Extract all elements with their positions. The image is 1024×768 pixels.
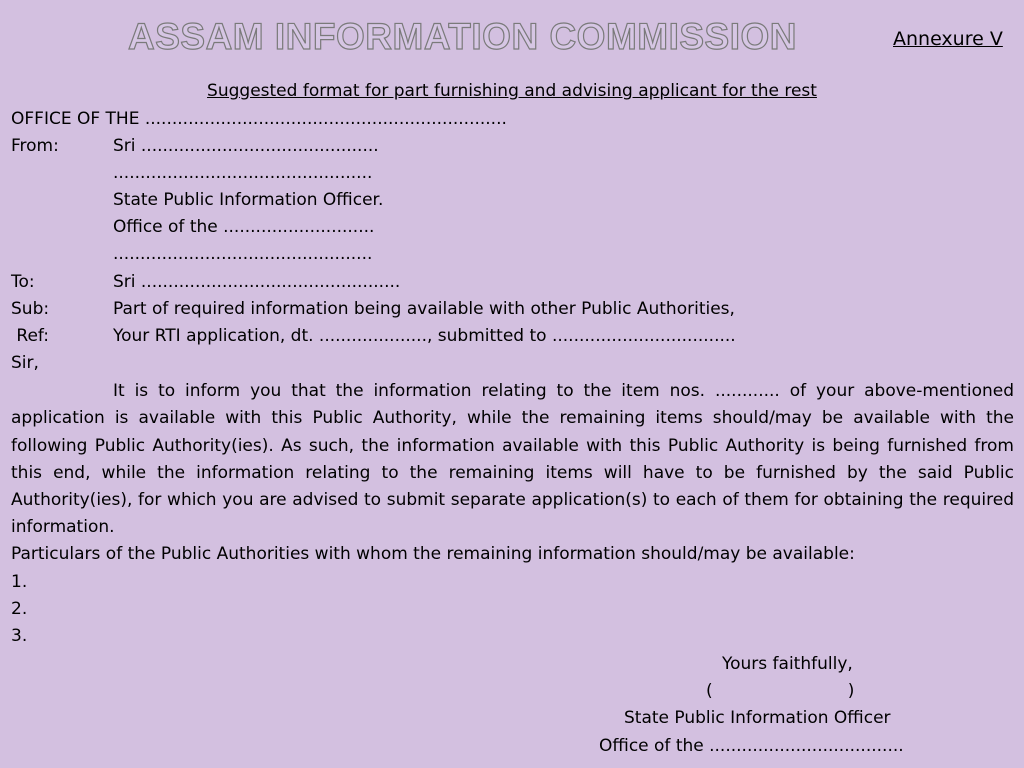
from-office: Office of the ............................ (113, 217, 375, 237)
from-label: From: (11, 136, 59, 156)
signature-bracket: ( ) (706, 681, 855, 701)
commission-title: ASSAM INFORMATION COMMISSION (128, 16, 798, 57)
list-item-1: 1. (11, 572, 28, 592)
from-dots-line-2: ................................................ (113, 244, 373, 264)
subject-row (11, 298, 735, 320)
reference-text: Your RTI application, dt. ...................., submitted to .................................. (113, 326, 736, 346)
body-paragraph-text: It is to inform you that the information relating to the item nos. ............ of your above-mentioned application is available with this Public Authority, while the remaining items should/may be available with the following Public Authority(ies). As such, the information available with this Public Authority is being furnished from this end, while the information relating to the remaining items will have to be furnished by the said Public Authority(ies), for which you are advised to submit separate application(s) to each of them for obtaining the required information. (11, 381, 1014, 538)
subject-text: Part of required information being available with other Public Authorities, (113, 299, 735, 319)
subject-label: Sub: (11, 299, 50, 319)
closing-line: Yours faithfully, (722, 654, 853, 674)
salutation: Sir, (11, 353, 39, 373)
format-heading: Suggested format for part furnishing and advising applicant for the rest (207, 81, 817, 101)
body-paragraph (11, 378, 1014, 542)
reference-row (11, 325, 736, 347)
list-item-3: 3. (11, 626, 28, 646)
annexure-label: Annexure V (893, 28, 1003, 50)
list-item-2: 2. (11, 599, 28, 619)
from-designation: State Public Information Officer. (113, 190, 384, 210)
office-line: OFFICE OF THE ................................................................... (11, 109, 507, 129)
from-sri: Sri ............................................ (113, 136, 379, 156)
reference-label: Ref: (11, 326, 50, 346)
signer-designation: State Public Information Officer (624, 708, 891, 728)
from-row (11, 135, 379, 157)
to-label: To: (11, 272, 35, 292)
to-sri: Sri ................................................ (113, 272, 401, 292)
to-row (11, 271, 400, 293)
signer-office: Office of the .................................... (599, 736, 904, 756)
from-dots-line: ................................................ (113, 163, 373, 183)
particulars-line: Particulars of the Public Authorities with whom the remaining information should/may be available: (11, 544, 855, 564)
